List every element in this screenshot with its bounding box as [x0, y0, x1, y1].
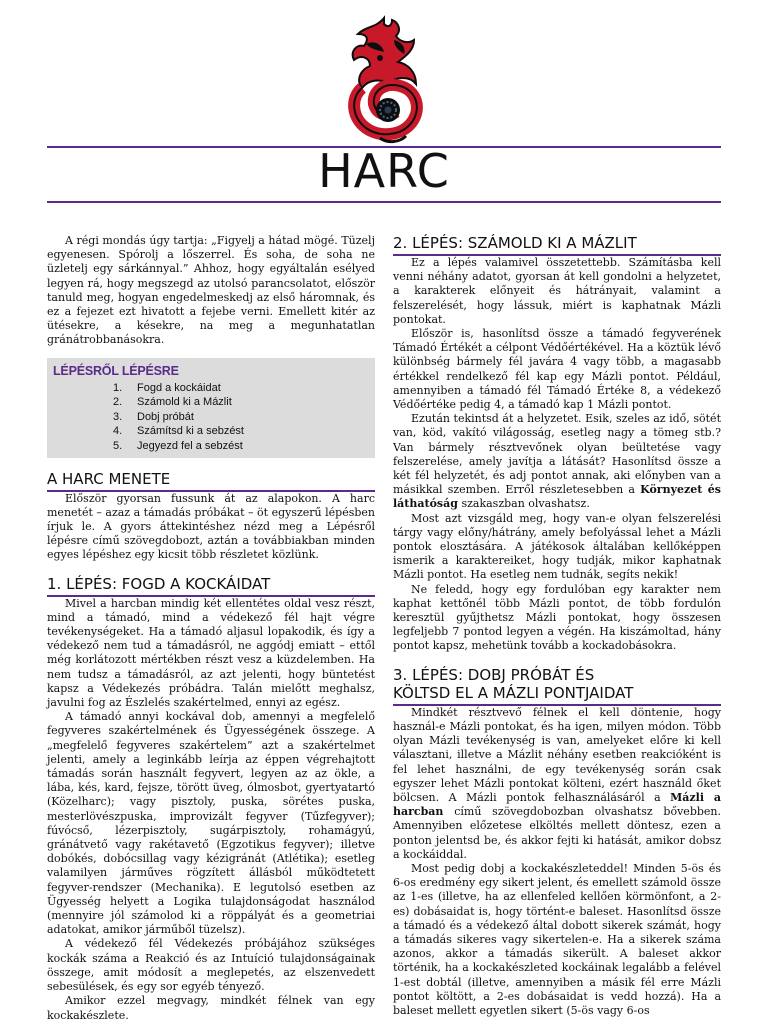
- steps-box-title: LÉPÉSRŐL LÉPÉSRE: [53, 363, 179, 378]
- step2-paragraph-5: Ne feledd, hogy egy fordulóban egy karakter nem kaphat kettőnél több Mázli pontot, de több fordulón keresztül gyűjthetsz Mázli pontokat, hogy összesen legfeljebb 7 pontod legyen a végén. Ha kiszámoltad, hány pontot kapsz, mehetünk tovább a kockadobásokra.: [393, 582, 721, 653]
- mazli-box-reference: Mázli a harcban: [393, 790, 721, 819]
- section-heading-step2: 2. LÉPÉS: SZÁMOLD KI A MÁZLIT: [393, 234, 721, 256]
- steps-sidebar-box: [47, 358, 375, 458]
- right-column: [393, 234, 721, 1018]
- step1-paragraph-2: A támadó annyi kockával dob, amennyi a megfelelő fegyveres szakértelmének és Ügyességének összege. A „megfelelő fegyveres szakértelem” azt a szakértelmet jelenti, amely a leginkább leírja az éppen végrehajtott támadás során használt fegyvert, legyen az az ökle, a lába, kés, kard, fejsze, törött üveg, ólmosbot, gyertyatartó (Közelharc); vagy pisztoly, puska, sörétes puska, mesterlövészpuska, improvizált fegyver (Tűzfegyver); fúvócső, lézerpisztoly, sugárpisztoly, rohamágyú, gránátvető vagy rakétavető (Egzotikus fegyver); illetve dobókés, dobócsillag vagy kézigránát (Atlétika); esetleg valamilyen járműves rögzített állásból működtetett fegyver-rendszer (Mechanika). E legutolsó esetben az Ügyesség helyett a Logika tulajdonságodat használod (mennyire jól számolod ki a röppályát és a geometriai adatokat, amikor járműből tüzelsz).: [47, 710, 375, 937]
- section-heading-step3: 3. LÉPÉS: DOBJ PRÓBÁT ÉS KÖLTSD EL A MÁZLI PONTJAIDAT: [393, 666, 721, 706]
- page-title: HARC: [318, 144, 450, 198]
- step1-paragraph-1: Mivel a harcban mindig két ellentétes oldal vesz részt, mind a támadó, mind a védekező fél hajt végre tevékenységeket. Ha a támadó aljasul lopakodik, és így a védekező nem tud a támadásról, ne aggódj emiatt – ettől még korlátozott mértékben részt vesz a küzdelemben. Ha nem tudsz a támadásról, az azt jelenti, hogy büntetést kapsz a Védekezés próbádra. Talán mielőtt meghalsz, javulni fog az Észlelés szakértelmed, ennyi az egész.: [47, 596, 375, 710]
- steps-list: [53, 381, 369, 454]
- step1-paragraph-4: Amikor ezzel megvagy, mindkét félnek van egy kockakészlete.: [47, 994, 375, 1022]
- menete-paragraph: Először gyorsan fussunk át az alapokon. A harc menetét – azaz a támadás próbákat – öt egyszerű lépésben írjuk le. A gyors áttekintéshez nézd meg a Lépésről lépésre című szövegdobozt, aztán a továbbiakban minden egyes lépéshez egy kicsit több részletet közlünk.: [47, 491, 375, 562]
- list-item: 4. Számítsd ki a sebzést: [113, 425, 244, 438]
- title-rule-bottom: [47, 201, 721, 203]
- left-column: [47, 234, 375, 1023]
- step1-paragraph-3: A védekező fél Védekezés próbájához szükséges kockák száma a Reakció és az Intuíció tulajdonságainak összege, amit módosít a meglepetés, az elszenvedett sebesülések, és egy sor egyéb tényező.: [47, 937, 375, 994]
- intro-paragraph: A régi mondás úgy tartja: „Figyelj a hátad mögé. Tüzelj egyenesen. Spórolj a lőszerrel. És soha, de soha ne üzletelj egy sárkánnyal.” Ahhoz, hogy egyáltalán esélyed legyen rá, hogy megszegd az utolsó parancsolatot, először tanuld meg, hogyan engedelmeskedj az első háromnak, és ez a fejezet ezt hivatott a fejebe verni. Emellett kitér az ütésekre, a késekre, na meg a megunhatatlan gránátrobbanásokra.: [47, 234, 375, 347]
- dragon-logo: [336, 14, 432, 146]
- list-item: 5. Jegyezd fel a sebzést: [113, 440, 243, 452]
- step2-paragraph-1: Ez a lépés valamivel összetettebb. Számításba kell venni néhány adatot, gyorsan át kell gondolni a helyzetet, a karakterek előnyeit és hátrányait, valamint a felszerelését, hogy lássuk, miért is kaphatnak Mázli pontokat.: [393, 256, 721, 326]
- list-item: 3. Dobj próbát: [113, 410, 194, 423]
- step2-paragraph-4: Most azt vizsgáld meg, hogy van-e olyan felszerelési tárgy vagy előny/hátrány, amely befolyással lehet a Mázli pontok elosztására. A játékosok általában kellőképpen ismerik a karaktereiket, hogy tudják, mikor kaphatnak Mázli pontot. Ha esetleg nem tudnák, segíts nekik!: [393, 511, 721, 582]
- step2-paragraph-2: Először is, hasonlítsd össze a támadó fegyverének Támadó Értékét a célpont Védőértékével. Ha a köztük lévő különbség bármely fél javára 4 vagy több, a magasabb értékkel rendelkező fél kap egy Mázli pontot. Például, amennyiben a támadó fél Támadó Értéke 8, a védekező Védőértéke pedig 4, a támadó kap 1 Mázli pontot.: [393, 327, 721, 412]
- section-heading-harc-menete: A HARC MENETE: [47, 470, 375, 492]
- step3-paragraph-1: Mindkét résztvevő félnek el kell döntenie, hogy használ-e Mázli pontokat, és ha igen, milyen módon. Több olyan Mázli tevékenység is van, amelyeket előre ki kell választani, illetve a Mázlit néhány esetben reakcióként is fel lehet használni, de egy tevékenység során csak egyszer lehet Mázli pontokat költeni, ezért használd őket bölcsen. A Mázli pontok felhasználásáról a Mázli a harcban című szövegdobozban olvashatsz bővebben. Amennyiben előzetese elköltés mellett döntesz, ezen a ponton jelentsd be, és akkor fejti ki hatását, amikor dobsz a kockáiddal.: [393, 705, 721, 861]
- list-item: 1. Fogd a kockáidat: [113, 381, 221, 394]
- section-heading-step1: 1. LÉPÉS: FOGD A KOCKÁIDAT: [47, 575, 375, 597]
- step3-paragraph-2: Most pedig dobj a kockakészleteddel! Minden 5-ös és 6-os eredmény egy sikert jelent, és emellett számold össze az 1-es (illetve, ha az ellenfeled kellően körmönfont, a 2-es) dobásaidat is, hogy történt-e baleset. Hasonlítsd össze a támadó és a védekező által dobott sikerek számát, hogy a támadás sikeres vagy sikertelen-e. Ha a sikerek száma azonos, akkor a támadás sikerült. A baleset akkor történik, ha a kockakészleted kockáinak legalább a felével 1-est dobtál (illetve, amennyiben a másik fél erre Mázli pontot költött, a 2-es dobásaidat is vedd hozzá). Ha a baleset mellett egyetlen sikert (5-ös vagy 6-os: [393, 861, 721, 1017]
- step2-paragraph-3: Ezután tekintsd át a helyzetet. Esik, szeles az idő, sötét van, köd, vakító világosság, esetleg nagy a tömeg stb.? Van bármely résztvevőnek olyan beültetése vagy felszerelése, amely javítja a látását? Hasonlítsd össze a két fél helyzetét, és adj pontot annak, aki előnyben van a másikkal szemben. Erről részletesebben a Környezet és láthatóság szakaszban olvashatsz.: [393, 412, 721, 511]
- list-item: 2. Számold ki a Mázlit: [113, 396, 232, 409]
- environment-reference: Környezet és láthatóság: [393, 483, 721, 511]
